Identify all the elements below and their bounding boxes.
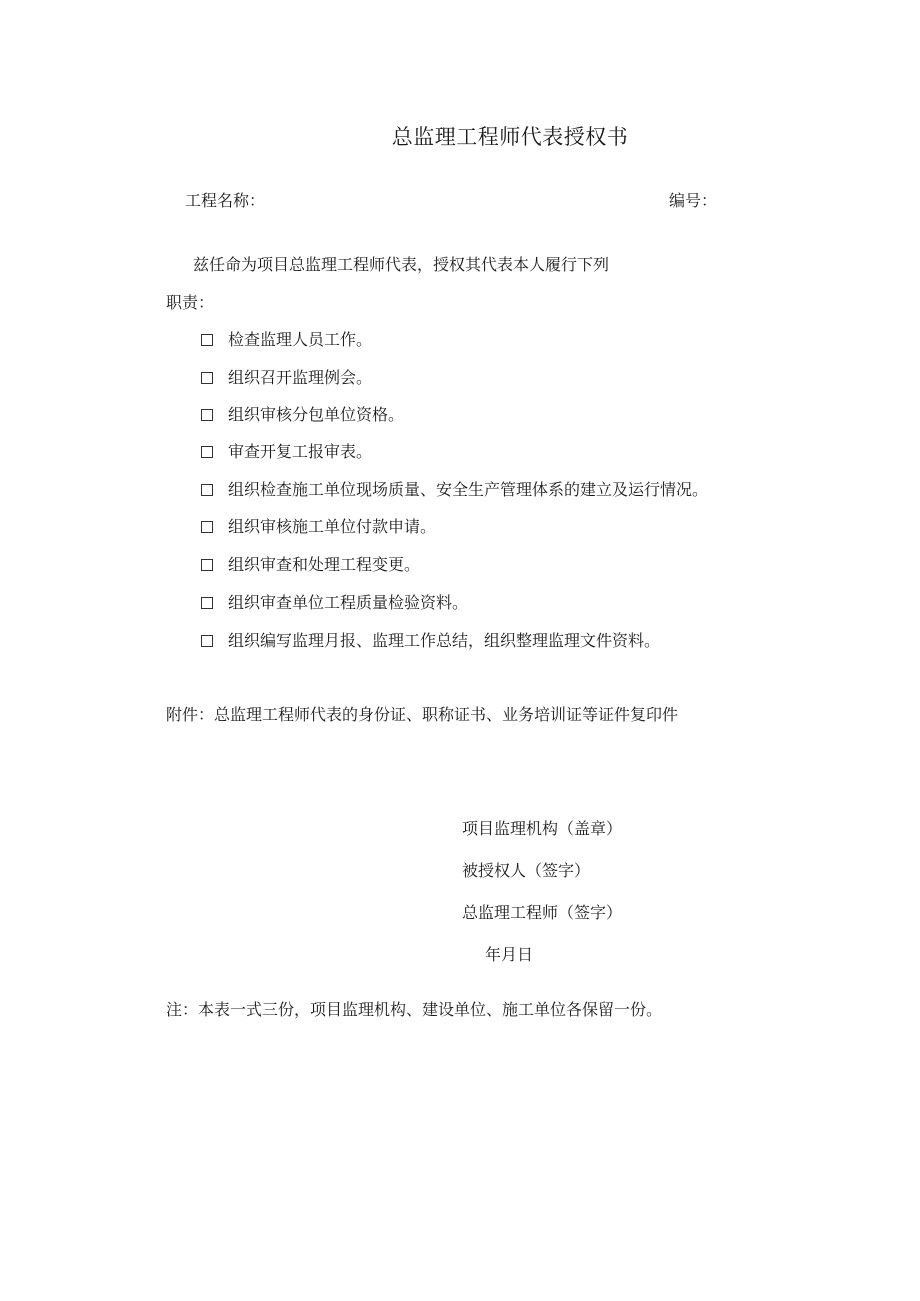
duties-heading: 职责：	[166, 293, 215, 312]
duty-label: 检查监理人员工作。	[228, 330, 373, 349]
attachment-note: 附件：总监理工程师代表的身份证、职称证书、业务培训证等证件复印件	[166, 705, 679, 724]
checkbox[interactable]	[201, 484, 213, 496]
grantee-signature-label: 被授权人（签字）	[462, 861, 591, 880]
duty-item[interactable]	[198, 332, 372, 348]
duty-label: 审查开复工报审表。	[228, 442, 373, 461]
checkbox[interactable]	[201, 446, 213, 458]
duty-item[interactable]	[198, 595, 468, 611]
checkbox[interactable]	[201, 409, 213, 421]
duty-item[interactable]	[198, 633, 660, 649]
duty-item[interactable]	[198, 444, 372, 460]
duty-item[interactable]	[198, 519, 436, 535]
duty-item[interactable]	[198, 370, 372, 386]
checkbox[interactable]	[201, 597, 213, 609]
footer-note: 注：本表一式三份，项目监理机构、建设单位、施工单位各保留一份。	[166, 1000, 663, 1019]
duty-item[interactable]	[198, 407, 404, 423]
checkbox[interactable]	[201, 635, 213, 647]
checkbox[interactable]	[201, 559, 213, 571]
intro-text: 兹任命为项目总监理工程师代表，授权其代表本人履行下列	[193, 255, 610, 274]
duty-label: 组织审核分包单位资格。	[228, 405, 405, 424]
org-seal-label: 项目监理机构（盖章）	[462, 819, 623, 838]
chief-signature-label: 总监理工程师（签字）	[462, 903, 623, 922]
duty-label: 组织编写监理月报、监理工作总结，组织整理监理文件资料。	[228, 631, 661, 650]
project-name-label: 工程名称：	[185, 191, 266, 210]
checkbox[interactable]	[201, 521, 213, 533]
duty-label: 组织审查和处理工程变更。	[228, 555, 421, 574]
checkbox[interactable]	[201, 334, 213, 346]
duty-label: 组织审查单位工程质量检验资料。	[228, 593, 469, 612]
document-title: 总监理工程师代表授权书	[391, 125, 629, 149]
duty-item[interactable]	[198, 482, 708, 498]
checkbox[interactable]	[201, 372, 213, 384]
date-label: 年月日	[485, 945, 534, 964]
number-label: 编号：	[669, 191, 718, 210]
duty-label: 组织审核施工单位付款申请。	[228, 517, 437, 536]
duty-item[interactable]	[198, 557, 420, 573]
duty-label: 组织检查施工单位现场质量、安全生产管理体系的建立及运行情况。	[228, 480, 709, 499]
duty-label: 组织召开监理例会。	[228, 368, 373, 387]
